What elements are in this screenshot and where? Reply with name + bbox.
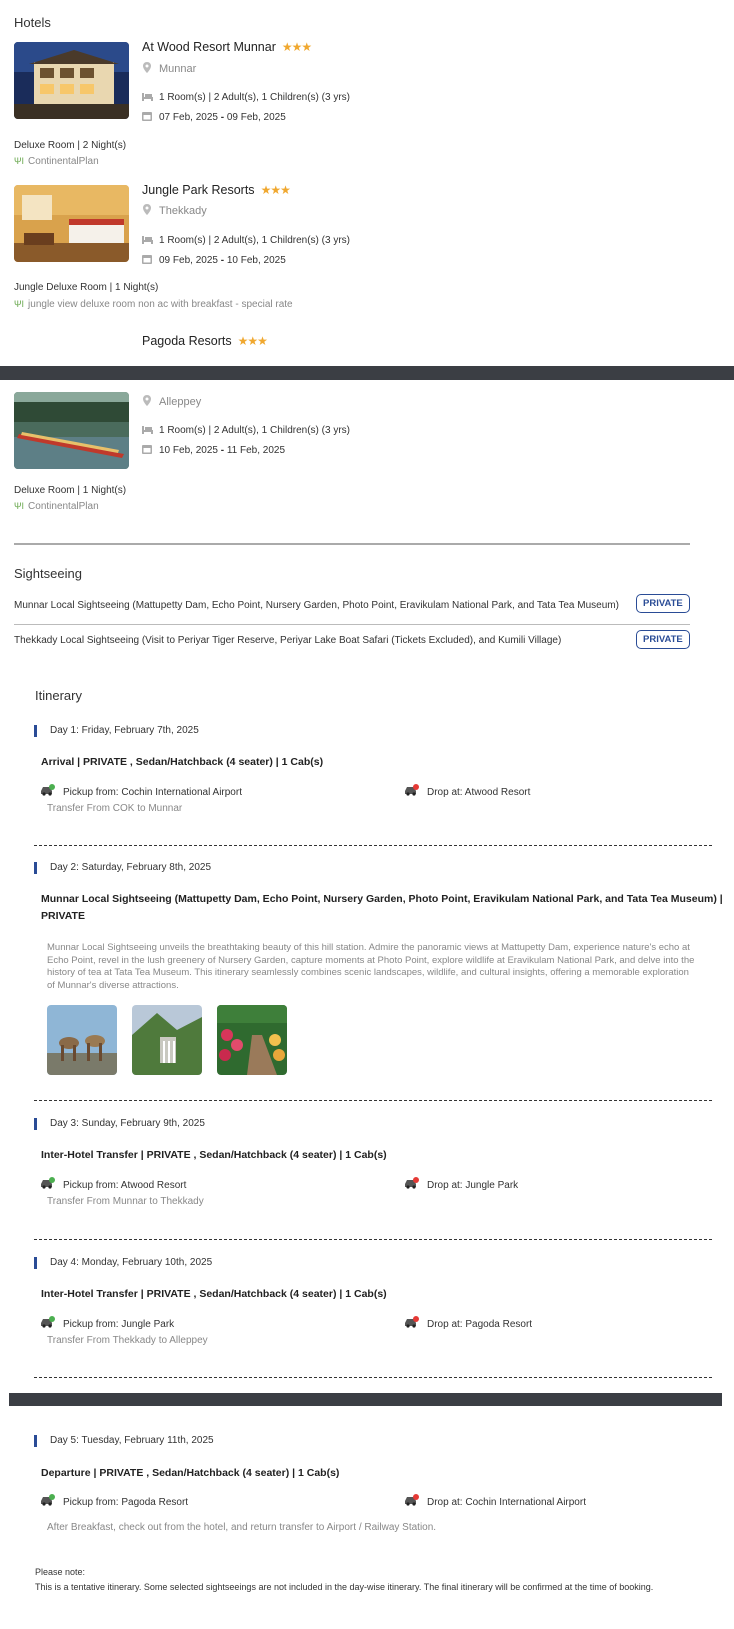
hotel-dates: 07 Feb, 2025 - 09 Feb, 2025 bbox=[142, 111, 286, 123]
car-drop-icon bbox=[404, 784, 420, 794]
room-type: Deluxe Room | 1 Night(s) bbox=[14, 485, 127, 496]
day-header: Day 2: Saturday, February 8th, 2025 bbox=[34, 862, 211, 874]
drop: Drop at: Pagoda Resort bbox=[404, 1316, 532, 1330]
day-title: Arrival | PRIVATE , Sedan/Hatchback (4 seater) | 1 Cab(s) bbox=[41, 756, 324, 768]
hotels-title: Hotels bbox=[14, 15, 51, 30]
sightseeing-photo-goats[interactable] bbox=[47, 1005, 117, 1075]
day-separator bbox=[34, 1239, 712, 1240]
hotel-guests: 1 Room(s) | 2 Adult(s), 1 Children(s) (3 yrs) bbox=[142, 425, 350, 436]
location-pin-icon bbox=[142, 62, 152, 72]
note-text: This is a tentative itinerary. Some selected sightseeings are not included in the day-wise itinerary. The final itinerary will be confirmed at the time of booking. bbox=[35, 1582, 654, 1592]
private-badge: PRIVATE bbox=[636, 594, 690, 613]
note-label: Please note: bbox=[35, 1567, 86, 1577]
car-drop-icon bbox=[404, 1494, 420, 1504]
hotel-guests: 1 Room(s) | 2 Adult(s), 1 Children(s) (3 yrs) bbox=[142, 92, 350, 103]
page-break-band bbox=[0, 366, 734, 380]
cutlery-icon: ΨΙ bbox=[14, 156, 25, 166]
hotel-location: Alleppey bbox=[142, 395, 201, 408]
car-pickup-icon bbox=[40, 1494, 56, 1504]
star-rating-icon: ★★★ bbox=[237, 334, 267, 348]
pickup: Pickup from: Pagoda Resort bbox=[40, 1494, 188, 1508]
star-rating-icon: ★★★ bbox=[260, 183, 290, 197]
room-type: Jungle Deluxe Room | 1 Night(s) bbox=[14, 282, 159, 293]
day-title: Inter-Hotel Transfer | PRIVATE , Sedan/Hatchback (4 seater) | 1 Cab(s) bbox=[41, 1288, 387, 1300]
day-header: Day 4: Monday, February 10th, 2025 bbox=[34, 1257, 212, 1269]
hotel-dates: 09 Feb, 2025 - 10 Feb, 2025 bbox=[142, 254, 286, 266]
sightseeing-photo-garden[interactable] bbox=[217, 1005, 287, 1075]
page-break-band bbox=[9, 1393, 722, 1406]
cutlery-icon: ΨΙ bbox=[14, 501, 25, 511]
bed-icon bbox=[142, 425, 152, 435]
hotel-image-at-wood[interactable] bbox=[14, 42, 129, 119]
day-description: Munnar Local Sightseeing unveils the breathtaking beauty of this hill station. Admire the panoramic views at Mattupetty Dam, experience nature's echo at Echo Point, revel in the lush greenery of Nursery Garden, capture moments at Photo Point, explore wildlife at Eravikulam National Park, and delve into the history of tea at Tata Tea Museum. This itinerary seamlessly combines scenic landscapes, wildlife, and cultural insights, offering a memorable exploration of Munnar's diverse attractions. bbox=[47, 942, 695, 991]
location-pin-icon bbox=[142, 395, 152, 405]
meal-plan: ΨΙ jungle view deluxe room non ac with breakfast - special rate bbox=[14, 299, 293, 310]
pickup: Pickup from: Cochin International Airport bbox=[40, 784, 242, 798]
car-pickup-icon bbox=[40, 1316, 56, 1326]
day-title: Munnar Local Sightseeing (Mattupetty Dam, Echo Point, Nursery Garden, Photo Point, Eravikulam National Park, and Tata Tea Museum) | bbox=[41, 893, 723, 905]
row-divider bbox=[14, 624, 690, 625]
location-pin-icon bbox=[142, 204, 152, 214]
sightseeing-title: Sightseeing bbox=[14, 566, 82, 581]
day-header: Day 5: Tuesday, February 11th, 2025 bbox=[34, 1435, 214, 1447]
private-badge: PRIVATE bbox=[636, 630, 690, 649]
bed-icon bbox=[142, 235, 152, 245]
day-title-cont: PRIVATE bbox=[41, 910, 85, 922]
hotel-location: Thekkady bbox=[142, 204, 207, 217]
hotel-image-pagoda[interactable] bbox=[14, 392, 129, 469]
car-pickup-icon bbox=[40, 784, 56, 794]
hotel-dates: 10 Feb, 2025 - 11 Feb, 2025 bbox=[142, 444, 285, 456]
day-separator bbox=[34, 1100, 712, 1101]
sightseeing-item: Thekkady Local Sightseeing (Visit to Periyar Tiger Reserve, Periyar Lake Boat Safari (Tickets Excluded), and Kumili Village) bbox=[14, 635, 562, 646]
car-pickup-icon bbox=[40, 1177, 56, 1187]
hotel-name[interactable]: At Wood Resort Munnar ★★★ bbox=[142, 40, 312, 54]
calendar-icon bbox=[142, 254, 152, 264]
hotel-guests: 1 Room(s) | 2 Adult(s), 1 Children(s) (3 yrs) bbox=[142, 235, 350, 246]
day-title: Inter-Hotel Transfer | PRIVATE , Sedan/Hatchback (4 seater) | 1 Cab(s) bbox=[41, 1149, 387, 1161]
sightseeing-item: Munnar Local Sightseeing (Mattupetty Dam, Echo Point, Nursery Garden, Photo Point, Eravikulam National Park, and Tata Tea Museum) bbox=[14, 600, 619, 611]
day-header: Day 3: Sunday, February 9th, 2025 bbox=[34, 1118, 205, 1130]
day-separator bbox=[34, 845, 712, 846]
transfer-note: Transfer From Munnar to Thekkady bbox=[47, 1196, 204, 1207]
calendar-icon bbox=[142, 111, 152, 121]
room-type: Deluxe Room | 2 Night(s) bbox=[14, 140, 127, 151]
day-title: Departure | PRIVATE , Sedan/Hatchback (4 seater) | 1 Cab(s) bbox=[41, 1467, 340, 1479]
pickup: Pickup from: Jungle Park bbox=[40, 1316, 174, 1330]
hotel-location: Munnar bbox=[142, 62, 196, 75]
drop: Drop at: Jungle Park bbox=[404, 1177, 518, 1191]
hotel-image-jungle-park[interactable] bbox=[14, 185, 129, 262]
transfer-note: Transfer From COK to Munnar bbox=[47, 803, 183, 814]
cutlery-icon: ΨΙ bbox=[14, 299, 25, 309]
drop: Drop at: Atwood Resort bbox=[404, 784, 530, 798]
transfer-note: After Breakfast, check out from the hotel, and return transfer to Airport / Railway Station. bbox=[47, 1522, 437, 1533]
day-header: Day 1: Friday, February 7th, 2025 bbox=[34, 725, 199, 737]
sightseeing-photo-dam[interactable] bbox=[132, 1005, 202, 1075]
calendar-icon bbox=[142, 444, 152, 454]
transfer-note: Transfer From Thekkady to Alleppey bbox=[47, 1335, 208, 1346]
car-drop-icon bbox=[404, 1177, 420, 1187]
hotel-name[interactable]: Jungle Park Resorts ★★★ bbox=[142, 183, 290, 197]
car-drop-icon bbox=[404, 1316, 420, 1326]
itinerary-title: Itinerary bbox=[35, 688, 82, 703]
drop: Drop at: Cochin International Airport bbox=[404, 1494, 586, 1508]
day-separator bbox=[34, 1377, 712, 1378]
bed-icon bbox=[142, 92, 152, 102]
meal-plan: ΨΙ ContinentalPlan bbox=[14, 501, 99, 512]
pickup: Pickup from: Atwood Resort bbox=[40, 1177, 186, 1191]
section-divider bbox=[14, 543, 690, 545]
star-rating-icon: ★★★ bbox=[281, 40, 312, 54]
meal-plan: ΨΙ ContinentalPlan bbox=[14, 156, 99, 167]
hotel-name[interactable]: Pagoda Resorts ★★★ bbox=[142, 334, 267, 348]
